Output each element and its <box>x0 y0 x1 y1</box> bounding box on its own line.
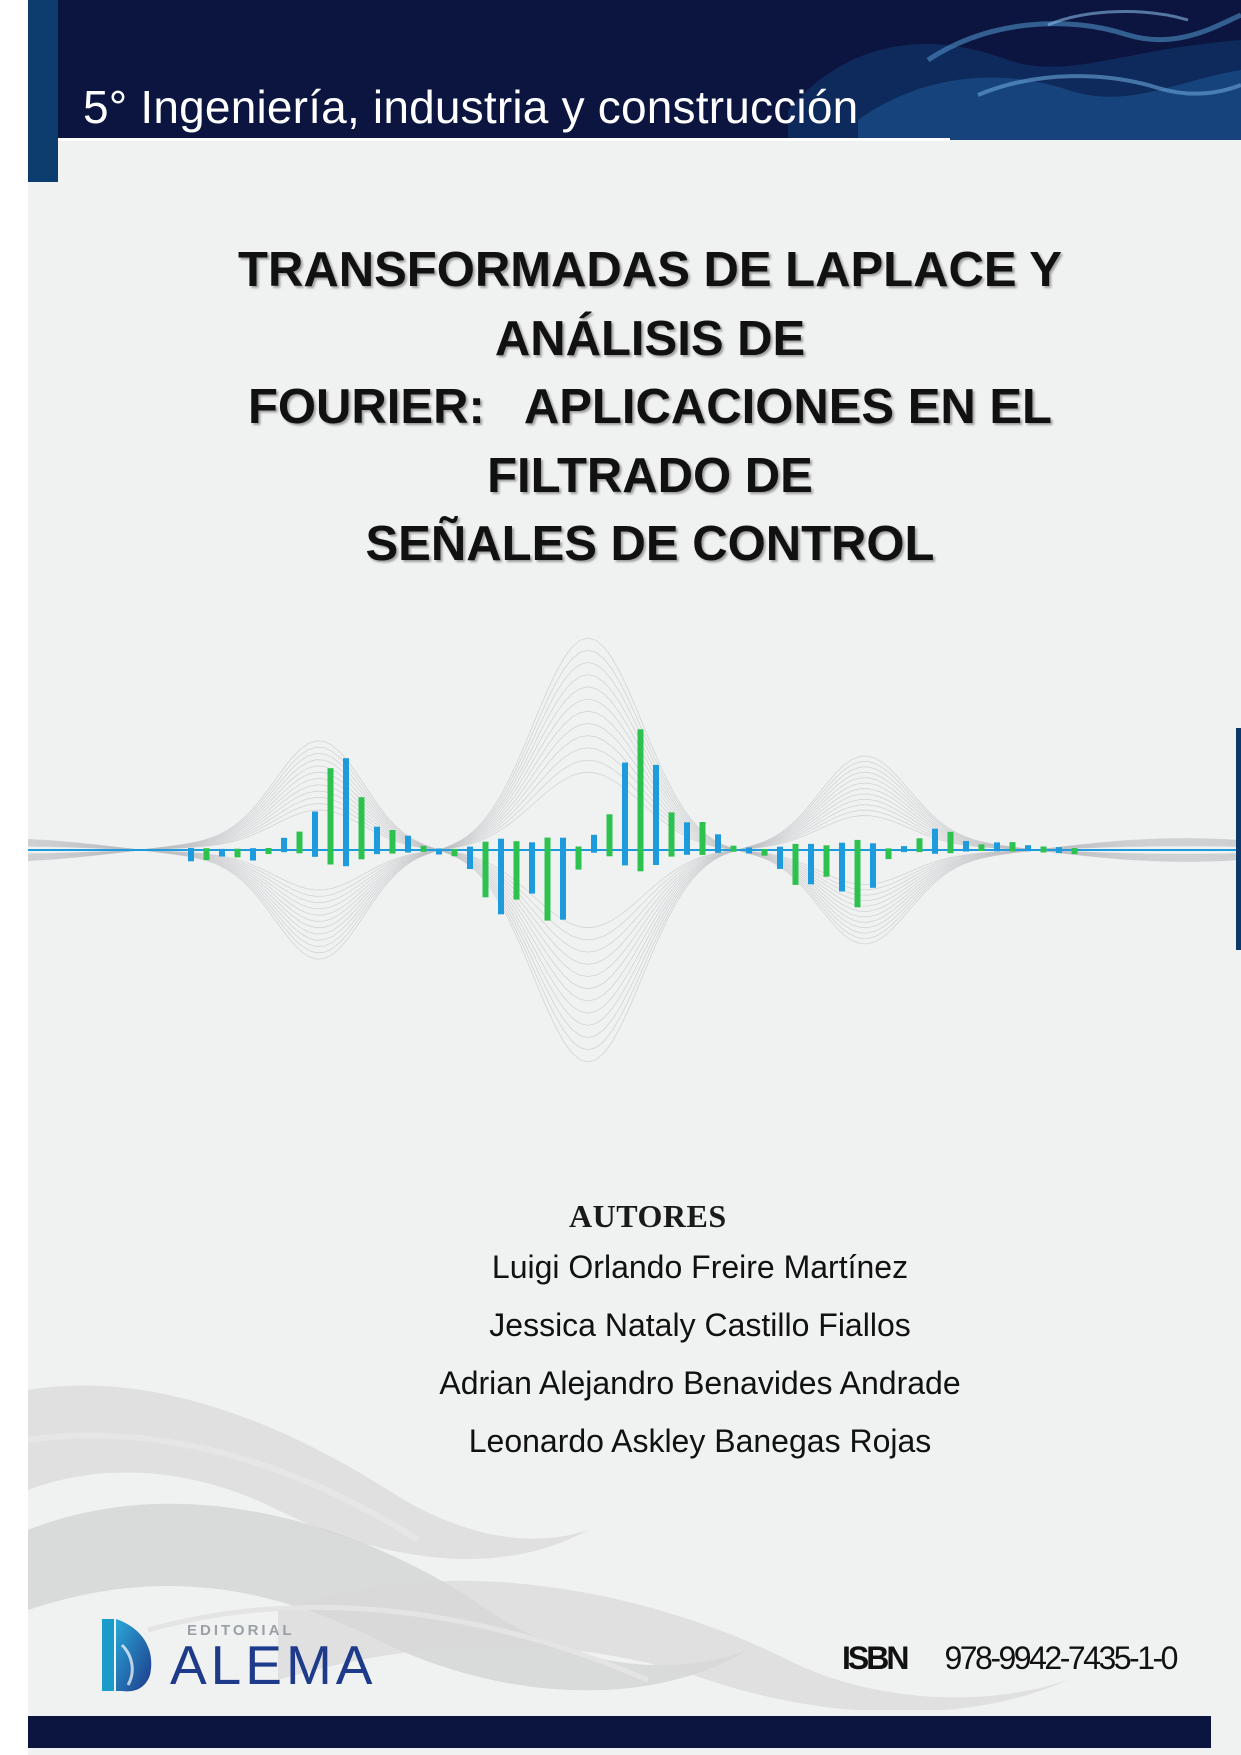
wave-bar <box>855 840 861 907</box>
wave-bar <box>870 843 876 888</box>
wave-bar <box>777 847 783 869</box>
wave-bar <box>715 834 721 853</box>
wave-bar <box>994 842 1000 851</box>
bottom-bar <box>28 1716 1211 1748</box>
author-name: Luigi Orlando Freire Martínez <box>491 1249 909 1285</box>
wave-bar <box>235 849 241 858</box>
wave-bar <box>839 843 845 892</box>
title-line: SEÑALES DE CONTROL <box>365 517 935 571</box>
wave-bar <box>886 848 892 859</box>
wave-bar <box>653 765 659 865</box>
wave-curve <box>28 687 1236 934</box>
author-name: Adrian Alejandro Benavides Andrade <box>439 1365 961 1401</box>
title-line: ANÁLISIS DE <box>494 311 806 366</box>
wave-curve <box>28 638 1236 959</box>
wave-bar <box>963 841 969 852</box>
wave-bar <box>684 822 690 855</box>
wave-bar <box>452 849 458 856</box>
book-title <box>135 236 1165 579</box>
wave-bar <box>529 842 535 893</box>
wave-bar <box>700 822 706 855</box>
wave-curve <box>28 810 1236 928</box>
wave-bar <box>467 847 473 869</box>
wave-bar <box>1056 847 1062 853</box>
wave-bar <box>281 838 287 852</box>
wave-bar <box>390 830 396 854</box>
wave-bar <box>669 812 675 856</box>
wave-curve <box>28 724 1236 916</box>
left-stripe <box>28 0 58 182</box>
isbn-label: ISBN <box>842 1640 907 1676</box>
right-edge-mark <box>1236 728 1241 950</box>
wave-bar <box>188 848 194 861</box>
wave-curve <box>28 754 1236 1038</box>
wave-curve <box>28 791 1236 964</box>
wave-curve <box>28 741 1236 1062</box>
wave-curve <box>28 736 1236 909</box>
wave-bar <box>1025 845 1031 851</box>
wave-bar <box>746 848 752 854</box>
publisher-label: EDITORIAL <box>187 1622 295 1639</box>
wave-bar <box>824 845 830 876</box>
wave-bar <box>219 849 225 857</box>
wave-curve <box>28 747 1236 1050</box>
authors-heading: AUTORES <box>569 1198 727 1234</box>
wave-bar <box>421 846 427 852</box>
wave-bar <box>374 827 380 854</box>
wave-bar <box>762 849 768 856</box>
wave-curve <box>28 650 1236 953</box>
wave-bar <box>498 839 504 915</box>
isbn-number: 978-9942-7435-1-0 <box>944 1640 1176 1676</box>
wave-curve <box>28 785 1236 977</box>
series-title: 5° Ingeniería, industria y construcción <box>83 81 859 133</box>
wave-bar <box>1041 847 1047 853</box>
wave-curve <box>28 760 1236 1026</box>
series-underline <box>58 138 950 141</box>
wave-bar <box>560 838 566 920</box>
wave-bar <box>1072 848 1078 854</box>
wave-bar <box>793 844 799 885</box>
wave-bar <box>545 838 551 921</box>
author-name: Jessica Nataly Castillo Fiallos <box>489 1307 911 1343</box>
wave-bar <box>343 758 349 866</box>
wave-bar <box>514 841 520 899</box>
wave-bar <box>917 838 923 852</box>
wave-bar <box>483 842 489 898</box>
wave-curve <box>28 760 1236 896</box>
wave-bar <box>204 848 210 860</box>
title-line: FILTRADO DE <box>487 448 813 503</box>
fourier-waveform-icon <box>28 610 1241 1130</box>
wave-bar <box>808 844 814 884</box>
wave-bar <box>932 829 938 854</box>
publisher-name: ALEMA <box>170 1634 377 1696</box>
wave-curve <box>28 797 1236 952</box>
wave-curve <box>28 804 1236 940</box>
alema-logo-icon <box>100 1615 160 1695</box>
wave-bar <box>359 797 365 859</box>
wave-bar <box>622 763 628 866</box>
wave-bar <box>297 832 303 854</box>
wave-bar <box>607 814 613 856</box>
author-name: Leonardo Askley Banegas Rojas <box>468 1423 932 1459</box>
wave-bar <box>638 729 644 871</box>
wave-bar <box>1010 842 1016 851</box>
title-line: TRANSFORMADAS DE LAPLACE Y <box>238 243 1062 297</box>
wave-curve <box>28 662 1236 946</box>
wave-bar <box>901 846 907 852</box>
wave-bar <box>266 848 272 854</box>
wave-bar <box>312 812 318 857</box>
wave-bar <box>591 835 597 853</box>
wave-bar <box>979 844 985 851</box>
wave-bar <box>328 768 334 864</box>
wave-bar <box>948 832 954 853</box>
wave-curve <box>28 772 1236 890</box>
wave-curve <box>28 675 1236 941</box>
wave-curve <box>28 766 1236 1013</box>
isbn <box>842 1640 1176 1677</box>
wave-bar <box>250 848 256 860</box>
wave-bar <box>576 847 582 870</box>
wave-bar <box>436 849 442 855</box>
wave-curve <box>28 748 1236 903</box>
wave-bar <box>405 836 411 853</box>
title-line: FOURIER: APLICACIONES EN EL <box>247 380 1052 434</box>
wave-bar <box>731 846 737 852</box>
